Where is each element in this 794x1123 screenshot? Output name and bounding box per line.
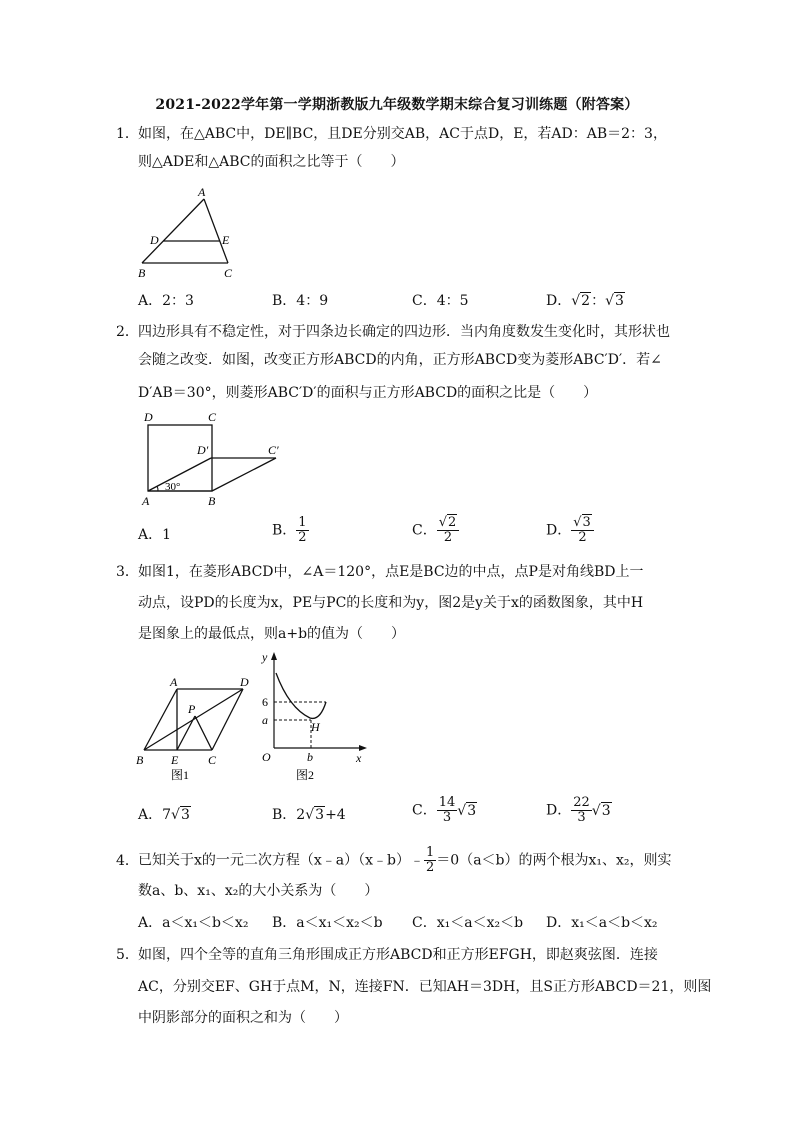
question-1-number: 1． — [116, 126, 139, 142]
question-3-line-1: 3．如图1，在菱形ABCD中，∠A＝120°，点E是BC边的中点，点P是对角线BD上一 — [116, 564, 644, 580]
q4-option-a: A．a＜x₁＜b＜x₂ — [138, 915, 249, 931]
question-2-number: 2． — [116, 324, 139, 340]
question-3-figure-1 — [134, 673, 256, 785]
question-2-rhombus-figure — [136, 408, 311, 513]
label-A: A — [142, 494, 150, 508]
q2-option-c: C． $\frac{√2}{2}$ — [412, 516, 459, 545]
question-4-line-2: 数a、b、x₁、x₂的大小关系为（ ） — [138, 883, 379, 899]
q3-option-b: B．2√3+4 — [272, 807, 346, 823]
point-H-label: H — [311, 720, 320, 734]
q4-option-d: D．x₁＜a＜b＜x₂ — [546, 915, 658, 931]
question-3-line-3: 是图象上的最低点，则a+b的值为（ ） — [138, 626, 406, 642]
label-C: C — [224, 266, 233, 280]
q3-option-c: C． $\frac{14}{3}$ √3 — [412, 795, 477, 825]
q2-option-a: A．1 — [138, 527, 172, 543]
question-1-triangle-figure — [130, 185, 250, 280]
question-2-line-2: 会随之改变．如图，改变正方形ABCD的内角，正方形ABCD变为菱形ABC′D′．若∠ — [138, 352, 662, 368]
label-D: D — [144, 410, 153, 424]
figure-2-caption: 图2 — [296, 768, 315, 782]
label-C: C — [208, 410, 217, 424]
q1-option-b: B．4：9 — [272, 293, 329, 309]
question-5-number: 5． — [116, 947, 139, 963]
q2-option-d: D． $\frac{√3}{2}$ — [546, 516, 594, 545]
question-3-number: 3． — [116, 564, 139, 580]
label-C: C — [208, 753, 217, 767]
question-4-number: 4． — [116, 852, 139, 869]
angle-label: 30° — [165, 481, 181, 493]
label-C-prime: C′ — [268, 443, 279, 457]
question-2-line-3: D′AB＝30°，则菱形ABC′D′的面积与正方形ABCD的面积之比是（ ） — [138, 385, 598, 401]
question-5-line-3: 中阴影部分的面积之和为（ ） — [138, 1010, 348, 1026]
label-E: E — [222, 233, 230, 247]
label-B: B — [208, 494, 216, 508]
q4-option-b: B．a＜x₁＜x₂＜b — [272, 915, 383, 931]
figure-1-caption: 图1 — [171, 768, 190, 782]
origin-label: O — [262, 750, 271, 764]
tick-b-label: b — [307, 750, 313, 764]
q4-option-c: C．x₁＜a＜x₂＜b — [412, 915, 524, 931]
page-title: 2021-2022学年第一学期浙教版九年级数学期末综合复习训练题（附答案） — [155, 97, 639, 113]
tick-a-label: a — [262, 713, 268, 727]
label-D: D — [150, 233, 159, 247]
question-2-line-1: 2．四边形具有不稳定性，对于四条边长确定的四边形．当内角度数发生变化时，其形状也 — [116, 324, 670, 340]
q2-option-b: B． $\frac{1}{2}$ — [272, 515, 307, 545]
label-A: A — [198, 185, 206, 199]
axis-y-label: y — [262, 650, 268, 664]
label-B: B — [136, 753, 144, 767]
q3-option-a: A．7√3 — [138, 807, 190, 823]
question-5-line-2: AC，分别交EF、GH于点M，N，连接FN．已知AH＝3DH，且S正方形ABCD＝21，则图 — [138, 979, 712, 995]
question-1-line-1: 1．如图，在△ABC中，DE∥BC，且DE分别交AB，AC于点D，E，若AD：AB＝2：3， — [116, 126, 667, 142]
q1-option-d: D．√2：√3 — [546, 293, 624, 309]
question-3-line-2: 动点，设PD的长度为x，PE与PC的长度和为y，图2是y关于x的函数图象，其中H — [138, 595, 644, 611]
question-5-line-1: 5．如图，四个全等的直角三角形围成正方形ABCD和正方形EFGH，即赵爽弦图．连接 — [116, 947, 658, 963]
tick-6-label: 6 — [262, 695, 268, 709]
q1-option-a: A．2：3 — [138, 293, 194, 309]
question-4-line-1: 4．已知关于x的一元二次方程（x﹣a）（x﹣b）﹣ $\frac{1}{2}$ ＝0（a＜b）的两个根为x₁、x₂，则实 — [116, 845, 672, 875]
label-A: A — [170, 675, 178, 689]
label-B: B — [138, 266, 146, 280]
q3-option-d: D． $\frac{22}{3}$ √3 — [546, 795, 611, 825]
question-3-figure-2-graph — [254, 648, 372, 785]
label-E: E — [171, 753, 179, 767]
label-D-prime: D′ — [197, 443, 209, 457]
q1-option-c: C．4：5 — [412, 293, 469, 309]
axis-x-label: x — [356, 751, 362, 765]
label-P: P — [188, 702, 196, 716]
question-1-line-2: 则△ADE和△ABC的面积之比等于（ ） — [138, 154, 405, 170]
label-D: D — [240, 675, 249, 689]
